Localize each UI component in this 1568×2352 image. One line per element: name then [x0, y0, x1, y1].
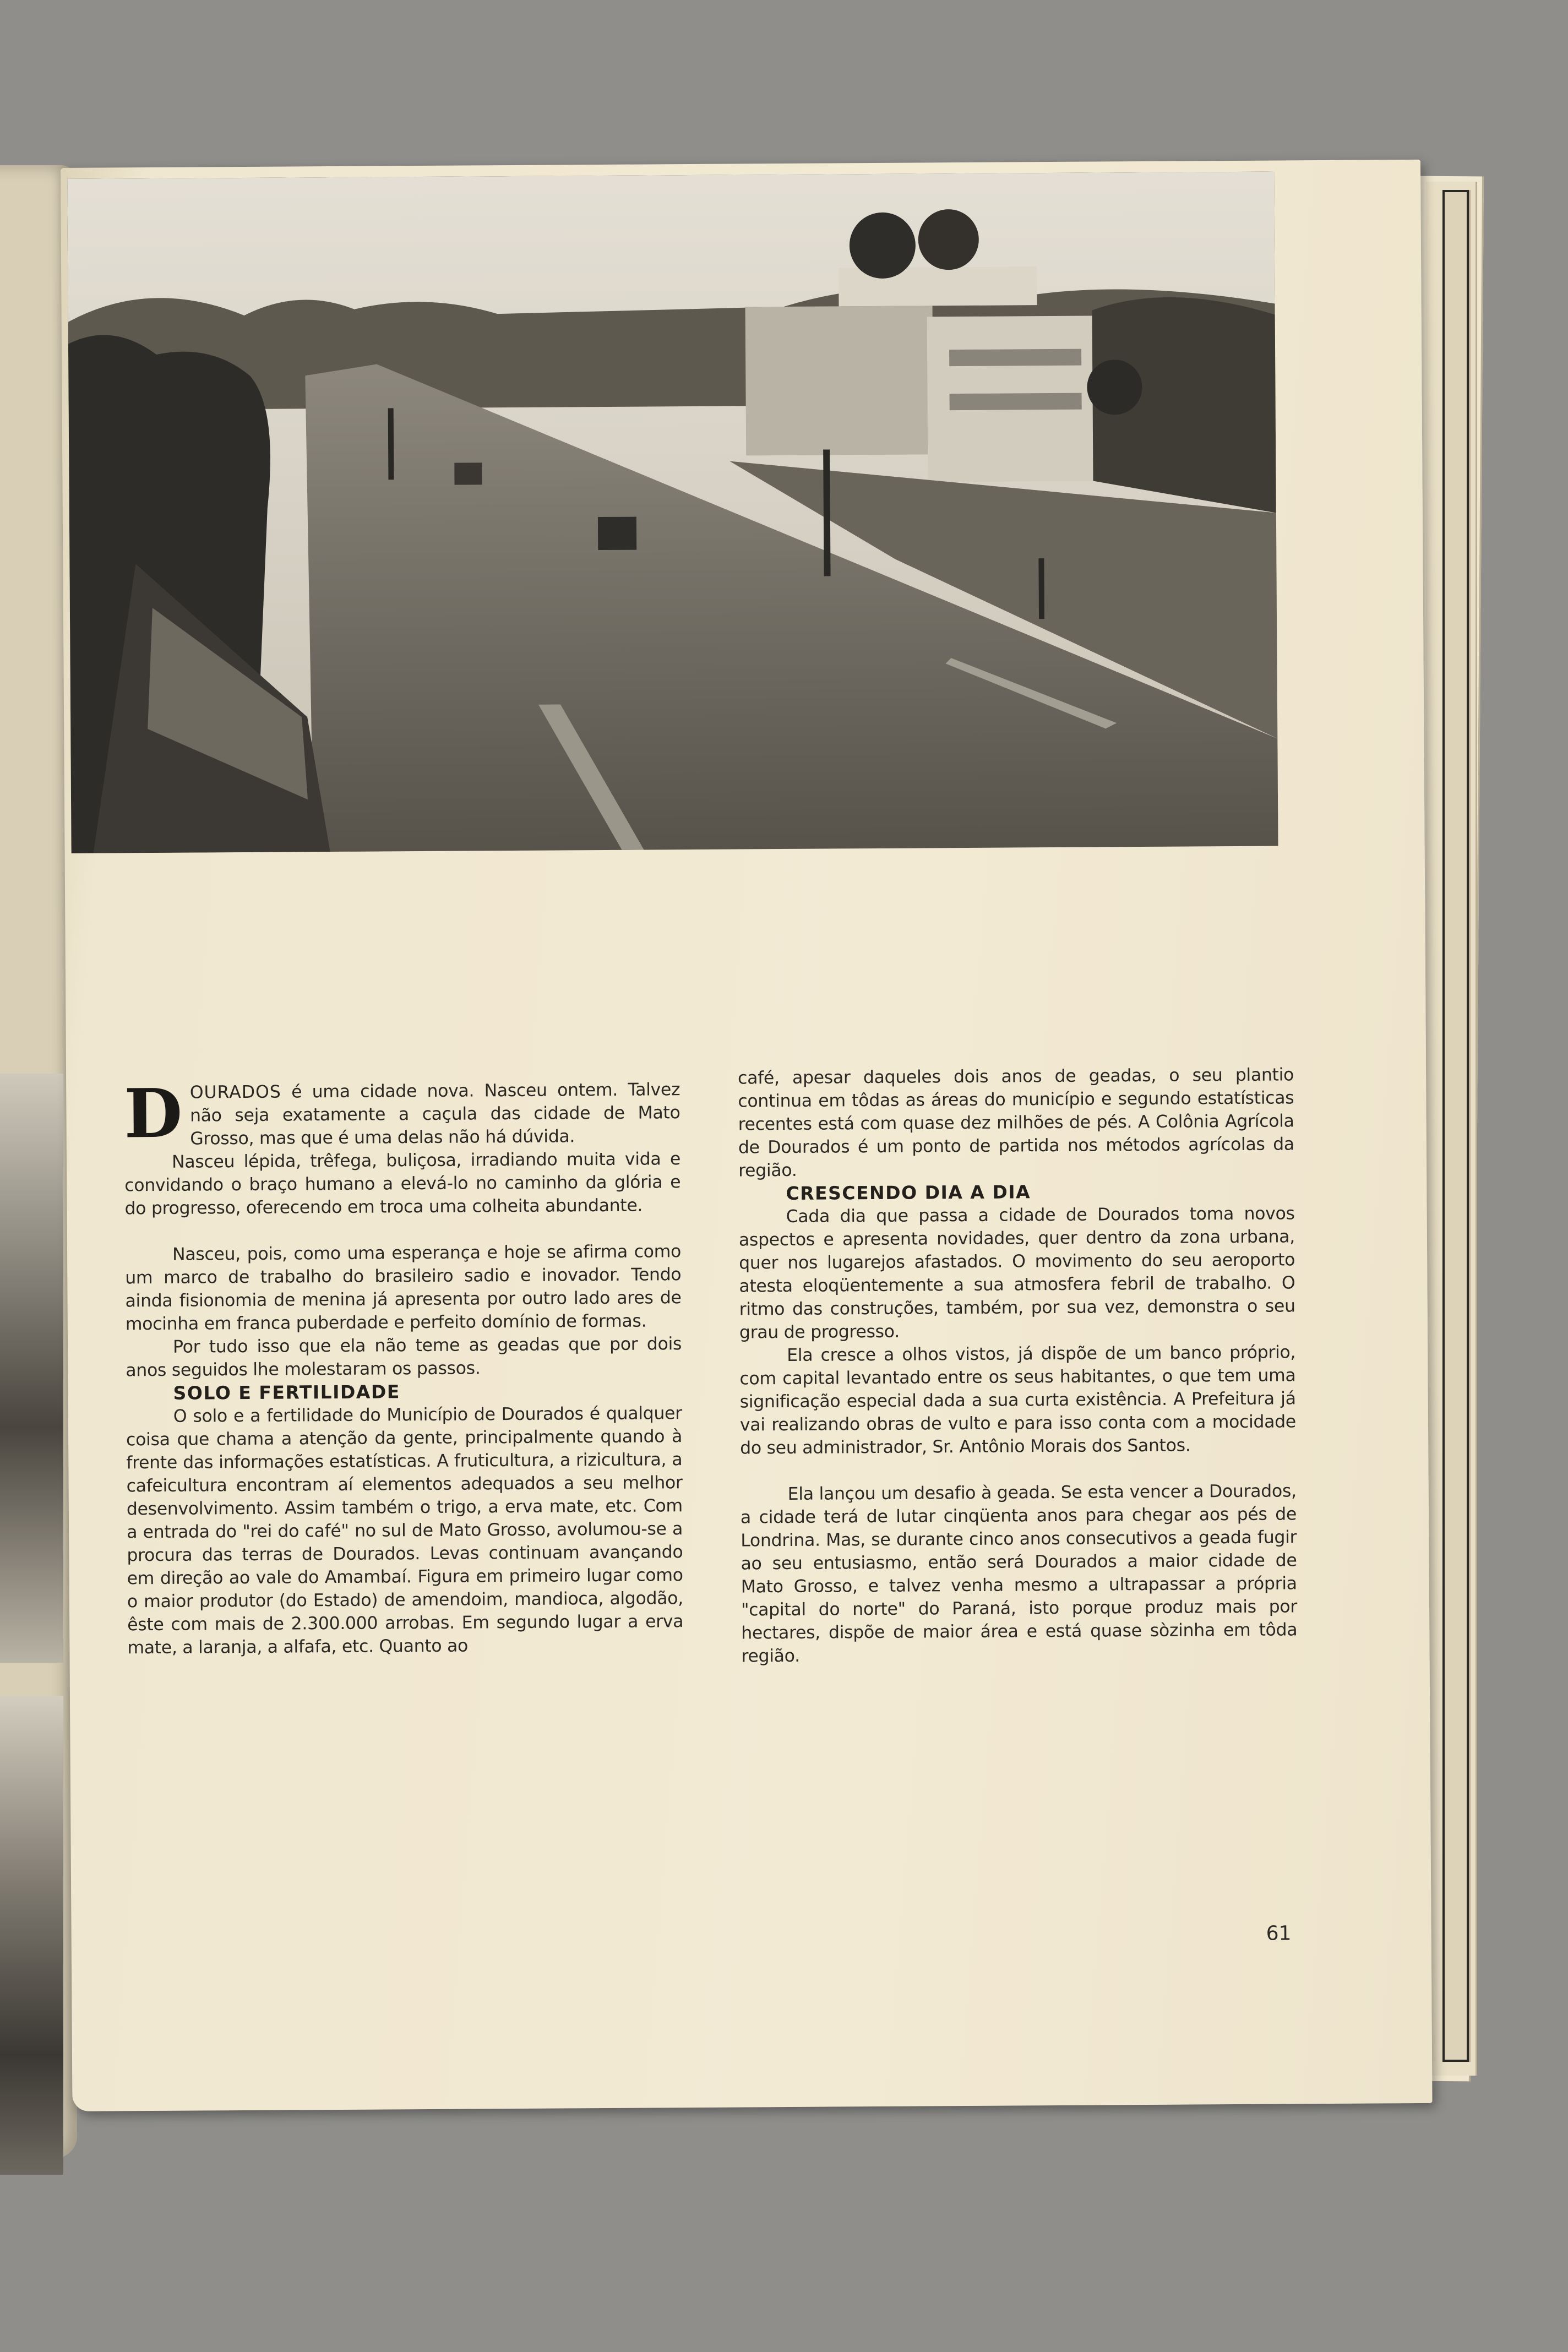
intro-paragraph: [124, 1073, 680, 1153]
paragraph: Por tudo isso que ela não teme as geadas que por dois anos seguidos lhe molestaram os passos.: [126, 1334, 682, 1381]
paragraph: Ela cresce a olhos vistos, já dispõe de um banco próprio, com capital levantado entre os seus habitantes, o que tem uma significação especial dada a sua curta existência. A Prefeitura já vai realizando obras de vulto e para isso conta com a mocidade do seu administrador, Sr. Antônio Morais dos Santos.: [739, 1342, 1297, 1458]
paragraph: Nasceu, pois, como uma esperança e hoje se afirma como um marco de trabalho do brasileiro sadio e inovador. Tendo ainda fisionomia de menina já apresenta por outro lado ares de mocinha em franca puberdade e perfeito domínio de formas.: [125, 1242, 682, 1335]
paragraph: café, apesar daqueles dois anos de geadas, o seu plantio continua em tôdas as áreas do município e segundo estatísticas recentes está com quase dez milhões de pés. A Colônia Agrícola de Dourados é um ponto de partida nos métodos agrícolas da região.: [738, 1065, 1294, 1181]
page-stack-edge: [1442, 190, 1471, 2062]
paragraph: O solo e a fertilidade do Município de Dourados é qualquer coisa que chama a atenção da gente, principalmente quando à frente das informações estatísticas. A fruticultura, a rizicultura, a cafeicultura encontram aí elementos adequados a seu melhor desenvolvimento. Assim também o trigo, a erva mate, etc. Com a entrada do "rei do café" no sul de Mato Grosso, avolumou-se a procura das terras de Dourados. Levas continuam avançando em direção ao vale do Amambaí. Figura em primeiro lugar como o maior produtor (do Estado) de amendoim, mandioca, algodão, êste com mais de 2.300.000 arrobas. Em segundo lugar a erva mate, a laranja, a alfafa, etc. Quanto ao: [126, 1403, 684, 1658]
intro-lead: OURADOS: [189, 1082, 281, 1103]
street-photo-icon: [67, 172, 1278, 853]
paragraph: Nasceu lépida, trêfega, buliçosa, irradiando muita vida e convidando o braço humano a elevá-lo no caminho da glória e do progresso, oferecendo em troca uma colheita abundante.: [124, 1149, 681, 1219]
drop-cap: D: [124, 1073, 183, 1153]
paragraph-text: é uma cidade nova. Nasceu ontem. Talvez não seja exatamente a caçula das cidade de Mato Grosso, mas que é uma delas não há dúvida.: [189, 1080, 680, 1149]
section-heading-crescendo: CRESCENDO DIA A DIA: [786, 1181, 1031, 1204]
article-column-left: [124, 1073, 684, 1659]
page-number: 61: [1266, 1922, 1292, 1945]
paragraph: Cada dia que passa a cidade de Dourados toma novos aspectos e apresenta novidades, quer dentro da zona urbana, quer nos lugarejos afastados. O movimento do seu aeroporto atesta eloqüentemente a sua atmosfera febril de trabalho. O ritmo das construções, também, por sua vez, demonstra o seu grau de progresso.: [738, 1204, 1295, 1343]
previous-page-photo: [0, 1696, 63, 2175]
article-column-right: [738, 1063, 1298, 1668]
section-heading-solo: SOLO E FERTILIDADE: [173, 1381, 400, 1404]
previous-page-photo: [0, 1074, 63, 1663]
magazine-page: [61, 160, 1433, 2111]
paragraph: Ela lançou um desafio à geada. Se esta vencer a Dourados, a cidade terá de lutar cinqüenta anos para chegar aos pés de Londrina. Mas, se durante cinco anos consecutivos a geada fugir ao seu entusiasmo, então será Dourados a maior cidade de Mato Grosso, e talvez venha mesmo a ultrapassar a própria "capital do norte" do Paraná, isto porque produz mais por hectares, dispõe de maior área e está quase sòzinha em tôda região.: [740, 1481, 1298, 1667]
